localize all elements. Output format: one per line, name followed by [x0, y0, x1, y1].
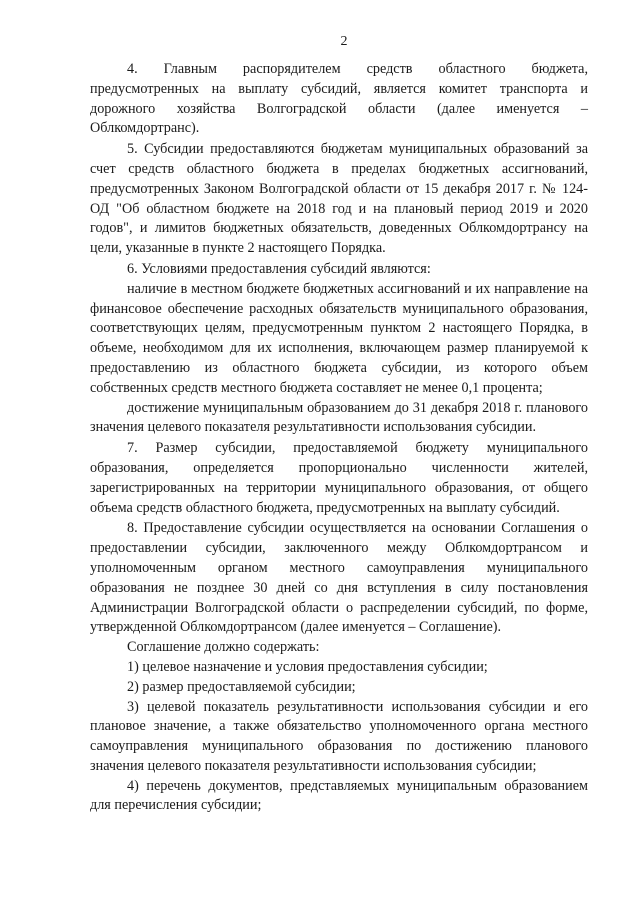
paragraph-item-4: 4. Главным распорядителем средств областного бюджета, предусмотренных на выплату субсидий, является комитет транспорта и дорожного хозяйства Волгоградской области (далее именуется – Облкомдортранс). — [90, 61, 588, 137]
paragraph-item-7: 7. Размер субсидии, предоставляемой бюджету муниципального образования, определяется пропорционально численности жителей, зарегистрированных на территории муниципального образования, от общего объема средств областного бюджета, предусмотренных на выплату субсидий. — [90, 440, 588, 516]
paragraph-item-6: 6. Условиями предоставления субсидий являются: — [127, 260, 431, 277]
paragraph-agreement-2: 2) размер предоставляемой субсидии; — [127, 678, 356, 695]
paragraph-item-5: 5. Субсидии предоставляются бюджетам муниципальных образований за счет средств областного бюджета в пределах бюджетных ассигнований, предусмотренных Законом Волгоградской области от 15 декабря 2017 г. № 124-ОД "Об областном бюджете на 2018 год и на плановый период 2019 и 2020 годов", и лимитов бюджетных обязательств, доведенных Облкомдортрансу на цели, указанные в пункте 2 настоящего Порядка. — [90, 141, 588, 257]
page-number: 2 — [340, 34, 348, 49]
paragraph-agreement-4: 4) перечень документов, представляемых муниципальным образованием для перечисления субсидии; — [90, 777, 588, 814]
paragraph-agreement-intro: Соглашение должно содержать: — [127, 639, 320, 656]
paragraph-agreement-3: 3) целевой показатель результативности использования субсидии и его плановое значение, а также обязательство уполномоченного органа местного самоуправления муниципального образования по достижению планового значения целевого показателя результативности использования субсидии; — [90, 698, 588, 774]
paragraph-agreement-1: 1) целевое назначение и условия предоставления субсидии; — [127, 658, 488, 675]
paragraph-condition-target: достижение муниципальным образованием до 31 декабря 2018 г. планового значения целевого показателя результативности использования субсидии. — [90, 399, 588, 436]
paragraph-item-8: 8. Предоставление субсидии осуществляется на основании Соглашения о предоставлении субсидии, заключенного между Облкомдортрансом и уполномоченным органом местного самоуправления муниципального образования не позднее 30 дней со дня вступления в силу постановления Администрации Волгоградской области о распределении субсидий, по форме, утвержденной Облкомдортрансом (далее именуется – Соглашение). — [90, 520, 588, 636]
paragraph-condition-budget: наличие в местном бюджете бюджетных ассигнований и их направление на финансовое обеспечение расходных обязательств муниципального образования, соответствующих целям, предусмотренным пунктом 2 настоящего Порядка, в объеме, необходимом для их исполнения, включающем размер планируемой к предоставлению из областного бюджета субсидии, из которого объем собственных средств местного бюджета составляет не менее 0,1 процента; — [90, 280, 588, 396]
